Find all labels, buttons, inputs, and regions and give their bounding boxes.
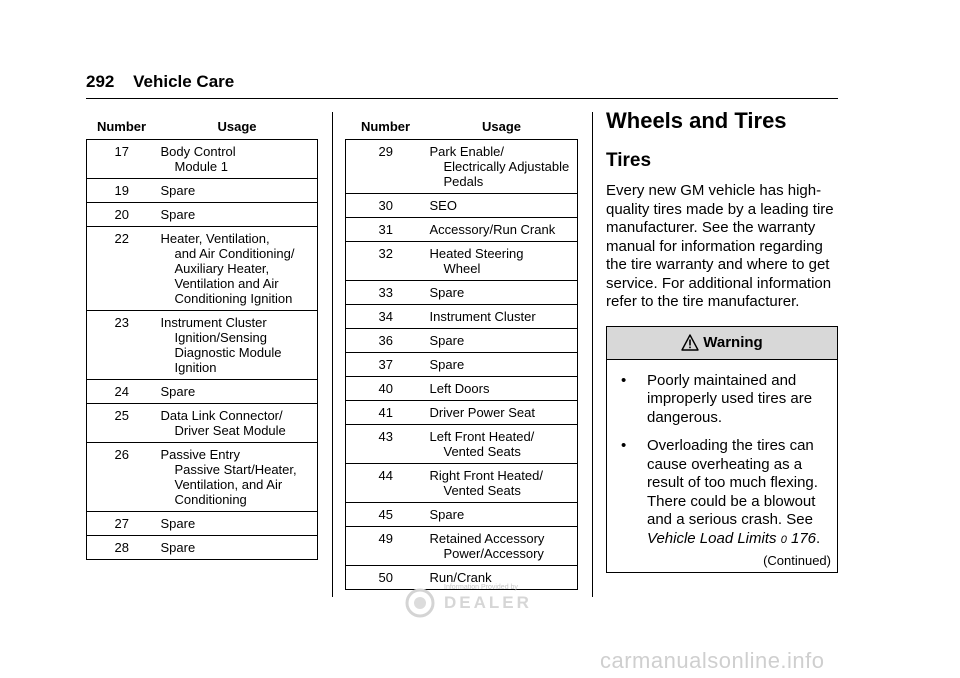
fuse-usage	[426, 194, 578, 218]
fuse-number: 30	[346, 194, 426, 218]
fuse-table-left	[86, 116, 318, 560]
table-row	[346, 329, 578, 353]
usage-line: Vented Seats	[443, 444, 521, 459]
usage-line: Passive Entry	[160, 447, 240, 462]
column-divider	[332, 112, 333, 597]
usage-line: Ventilation, and Air	[174, 477, 283, 492]
tires-paragraph: Every new GM vehicle has high-quality tires made by a leading tire manufacturer. See the warranty manual for information regarding the tire warranty and where to get service. For additional information refer to the tire manufacturer.	[606, 182, 834, 310]
table-row	[87, 404, 318, 443]
table-row	[87, 443, 318, 512]
fuse-usage	[157, 227, 318, 311]
fuse-rows-left	[87, 140, 318, 560]
page-header	[86, 72, 234, 92]
table-row	[346, 401, 578, 425]
fuse-usage	[157, 140, 318, 179]
fuse-number: 20	[87, 203, 157, 227]
fuse-usage	[157, 380, 318, 404]
table-row	[87, 380, 318, 404]
table-row	[346, 353, 578, 377]
table-row	[346, 527, 578, 566]
usage-line: Retained Accessory	[429, 531, 545, 546]
bullet-icon: •	[621, 371, 627, 389]
usage-line: Right Front Heated/	[429, 468, 543, 483]
dealer-watermark	[404, 584, 546, 618]
fuse-number: 41	[346, 401, 426, 425]
usage-line: Heated Steering	[429, 246, 524, 261]
warning-bullet	[617, 372, 829, 428]
table-row	[87, 227, 318, 311]
usage-line: Diagnostic Module	[174, 345, 282, 360]
fuse-number: 29	[346, 140, 426, 194]
usage-line: Body Control	[160, 144, 236, 159]
fuse-number: 32	[346, 242, 426, 281]
usage-line: Left Doors	[429, 381, 490, 396]
continued-label: (Continued)	[763, 553, 831, 568]
fuse-number: 44	[346, 464, 426, 503]
table-row	[346, 305, 578, 329]
fuse-usage	[426, 503, 578, 527]
usage-line: Spare	[429, 285, 465, 300]
usage-line: Module 1	[174, 159, 228, 174]
fuse-usage	[426, 464, 578, 503]
fuse-number: 24	[87, 380, 157, 404]
table-row	[346, 218, 578, 242]
fuse-number: 43	[346, 425, 426, 464]
table-row	[346, 194, 578, 218]
fuse-number: 28	[87, 536, 157, 560]
fuse-usage	[157, 179, 318, 203]
usage-line: Run/Crank	[429, 570, 492, 585]
usage-line: Data Link Connector/	[160, 408, 283, 423]
usage-line: Auxiliary Heater,	[174, 261, 270, 276]
fuse-usage	[157, 311, 318, 380]
warning-box	[606, 326, 838, 574]
usage-line: Ignition/Sensing	[174, 330, 268, 345]
page-ref-icon: 0	[780, 533, 787, 546]
fuse-number: 23	[87, 311, 157, 380]
warning-icon	[681, 334, 699, 351]
fuse-number: 25	[87, 404, 157, 443]
col-header-number: Number	[346, 116, 426, 140]
table-row	[87, 140, 318, 179]
fuse-number: 22	[87, 227, 157, 311]
usage-line: Accessory/Run Crank	[429, 222, 556, 237]
fuse-usage	[426, 377, 578, 401]
usage-line: Electrically Adjustable	[443, 159, 570, 174]
usage-line: Passive Start/Heater,	[174, 462, 297, 477]
fuse-number: 34	[346, 305, 426, 329]
usage-line: Pedals	[443, 174, 484, 189]
fuse-usage	[426, 218, 578, 242]
warning-list	[607, 360, 837, 550]
fuse-number: 37	[346, 353, 426, 377]
usage-line: Spare	[160, 183, 196, 198]
table-row	[346, 140, 578, 194]
watermark-caption: Information Provided by	[444, 584, 518, 591]
fuse-usage	[157, 404, 318, 443]
fuse-usage	[157, 512, 318, 536]
fuse-usage	[426, 140, 578, 194]
warning-title: Warning	[703, 334, 763, 351]
page-number: 292	[86, 72, 115, 91]
usage-line: Instrument Cluster	[429, 309, 536, 324]
fuse-usage	[426, 281, 578, 305]
fuse-number: 17	[87, 140, 157, 179]
table-row	[346, 464, 578, 503]
usage-line: Ignition	[174, 360, 217, 375]
usage-line: Spare	[429, 357, 465, 372]
fuse-rows-right	[346, 140, 578, 590]
fuse-number: 36	[346, 329, 426, 353]
usage-line: Spare	[160, 540, 196, 555]
fuse-number: 50	[346, 566, 426, 590]
usage-line: Ventilation and Air	[174, 276, 279, 291]
usage-line: Spare	[160, 384, 196, 399]
fuse-number: 40	[346, 377, 426, 401]
fuse-number: 33	[346, 281, 426, 305]
table-row	[346, 425, 578, 464]
fuse-number: 26	[87, 443, 157, 512]
fuse-usage	[426, 353, 578, 377]
watermark-logo-text: DEALER	[444, 593, 532, 612]
usage-line: Vented Seats	[443, 483, 521, 498]
usage-line: Left Front Heated/	[429, 429, 535, 444]
usage-line: Conditioning	[174, 492, 247, 507]
sentence-end: .	[816, 529, 821, 547]
page-ref-number[interactable]: 176	[790, 529, 817, 547]
cross-reference-link[interactable]: Vehicle Load Limits	[647, 529, 777, 547]
warning-text: Poorly maintained and improperly used tires are dangerous.	[647, 371, 813, 426]
usage-line: Driver Seat Module	[174, 423, 286, 438]
table-row	[346, 281, 578, 305]
fuse-number: 31	[346, 218, 426, 242]
wheels-tires-section	[606, 108, 838, 573]
fuse-usage	[157, 443, 318, 512]
usage-line: Heater, Ventilation,	[160, 231, 270, 246]
fuse-usage	[426, 329, 578, 353]
fuse-usage	[426, 305, 578, 329]
fuse-number: 45	[346, 503, 426, 527]
column-divider	[592, 112, 593, 597]
fuse-number: 49	[346, 527, 426, 566]
usage-line: Park Enable/	[429, 144, 504, 159]
usage-line: Spare	[160, 207, 196, 222]
fuse-number: 19	[87, 179, 157, 203]
bullet-icon: •	[621, 437, 627, 454]
col-header-usage: Usage	[426, 116, 578, 140]
col-header-number: Number	[87, 116, 157, 140]
site-watermark: carmanualsonline.info	[600, 648, 825, 673]
col-header-usage: Usage	[157, 116, 318, 140]
warning-text: Overloading the tires can cause overheating as a result of too much flexing. There could be a blowout and a serious crash. See	[647, 437, 818, 528]
table-row	[87, 311, 318, 380]
subsection-heading: Tires	[606, 150, 652, 171]
warning-bullet	[617, 437, 829, 549]
fuse-usage	[426, 242, 578, 281]
usage-line: Driver Power Seat	[429, 405, 535, 420]
usage-line: SEO	[429, 198, 457, 213]
fuse-usage	[157, 536, 318, 560]
table-row	[346, 377, 578, 401]
table-row	[87, 536, 318, 560]
fuse-usage	[157, 203, 318, 227]
table-row	[87, 512, 318, 536]
usage-line: Spare	[429, 333, 465, 348]
fuse-usage	[426, 401, 578, 425]
warning-header	[607, 327, 837, 360]
usage-line: Conditioning Ignition	[174, 291, 293, 306]
section-heading: Wheels and Tires	[606, 108, 787, 133]
header-rule	[86, 98, 838, 99]
table-row	[87, 203, 318, 227]
fuse-number: 27	[87, 512, 157, 536]
usage-line: Spare	[160, 516, 196, 531]
fuse-usage	[426, 425, 578, 464]
section-title: Vehicle Care	[133, 72, 235, 91]
usage-line: and Air Conditioning/	[174, 246, 295, 261]
usage-line: Spare	[429, 507, 465, 522]
table-row	[87, 179, 318, 203]
table-row	[346, 242, 578, 281]
usage-line: Power/Accessory	[443, 546, 544, 561]
fuse-table-right	[345, 116, 578, 590]
table-row	[346, 503, 578, 527]
usage-line: Instrument Cluster	[160, 315, 267, 330]
usage-line: Wheel	[443, 261, 481, 276]
fuse-usage	[426, 527, 578, 566]
